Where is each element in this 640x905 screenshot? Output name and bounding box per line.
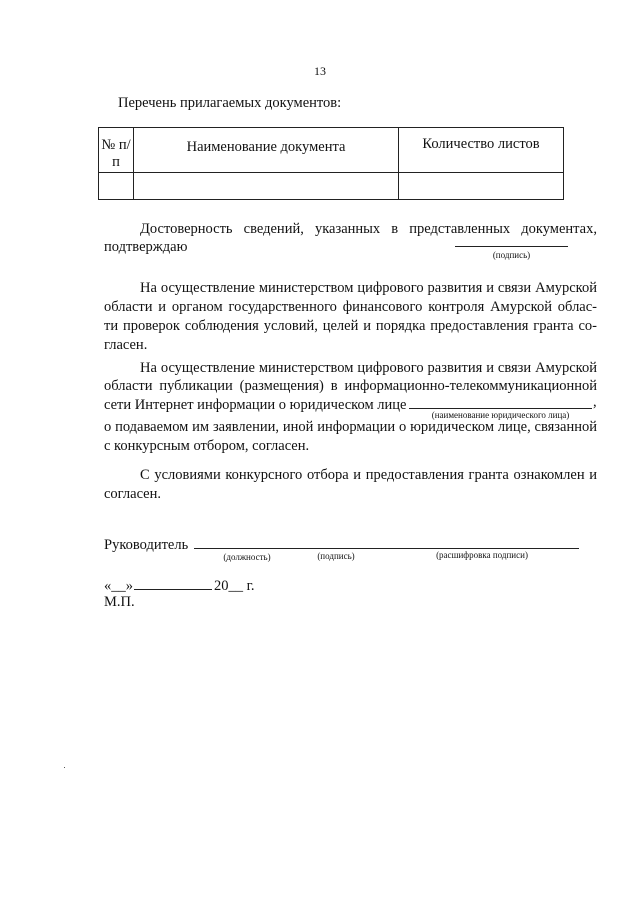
- documents-table: [98, 127, 564, 200]
- date-day: «__»: [104, 578, 133, 594]
- para3-line2: области публикации (размещения) в информационно-телекоммуникационной: [104, 378, 597, 394]
- table-row: [99, 173, 564, 200]
- signature-caption: (подпись): [492, 250, 531, 260]
- para2-line2: области и органом государственного финансового контроля Амурской облас-: [104, 299, 597, 315]
- entity-name-caption: (наименование юридического лица): [431, 410, 570, 420]
- date-year: 20__ г.: [214, 578, 255, 594]
- para3-line5: с конкурсным отбором, согласен.: [104, 438, 310, 454]
- sign-caption: (подпись): [317, 551, 355, 561]
- para1-line1: Достоверность сведений, указанных в представленных документах,: [140, 221, 597, 237]
- head-label: Руководитель: [104, 537, 189, 553]
- para2-line4: гласен.: [104, 337, 148, 353]
- para2-line1: На осуществление министерством цифрового развития и связи Амурской: [140, 280, 597, 296]
- cell-name[interactable]: [134, 173, 399, 200]
- header-cell-count: [399, 128, 564, 173]
- date-month-line[interactable]: [134, 589, 212, 590]
- cell-number[interactable]: [99, 173, 134, 200]
- position-caption: (должность): [223, 552, 271, 562]
- table-header-row: [99, 128, 564, 173]
- para4-line2: согласен.: [104, 486, 162, 502]
- para4-line1: С условиями конкурсного отбора и предоставления гранта ознакомлен и: [140, 467, 597, 483]
- para3-line3: сети Интернет информации о юридическом лице: [104, 397, 407, 413]
- para3-line4: о подаваемом им заявлении, иной информации о юридическом лице, связанной: [104, 419, 597, 435]
- para1-line2: подтверждаю: [104, 239, 188, 255]
- scan-speck: [64, 767, 65, 768]
- header-cell-name: [134, 128, 399, 173]
- header-cell-number: [99, 128, 134, 173]
- header-count-label: Количество листов: [422, 136, 540, 152]
- header-number-label: № п/п: [101, 137, 131, 170]
- signature-line[interactable]: [455, 246, 568, 247]
- para3-line1: На осуществление министерством цифрового развития и связи Амурской: [140, 360, 597, 376]
- para2-line3: ти проверок соблюдения условий, целей и порядка предоставления гранта со-: [104, 318, 597, 334]
- cell-count[interactable]: [399, 173, 564, 200]
- list-title: Перечень прилагаемых документов:: [118, 95, 342, 111]
- page-number: 13: [314, 64, 326, 78]
- header-name-label: Наименование документа: [186, 139, 346, 155]
- head-signature-line[interactable]: [194, 548, 579, 549]
- entity-comma: ,: [593, 394, 597, 410]
- entity-name-line[interactable]: [409, 408, 592, 409]
- stamp-label: М.П.: [104, 594, 135, 610]
- decoding-caption: (расшифровка подписи): [436, 550, 528, 560]
